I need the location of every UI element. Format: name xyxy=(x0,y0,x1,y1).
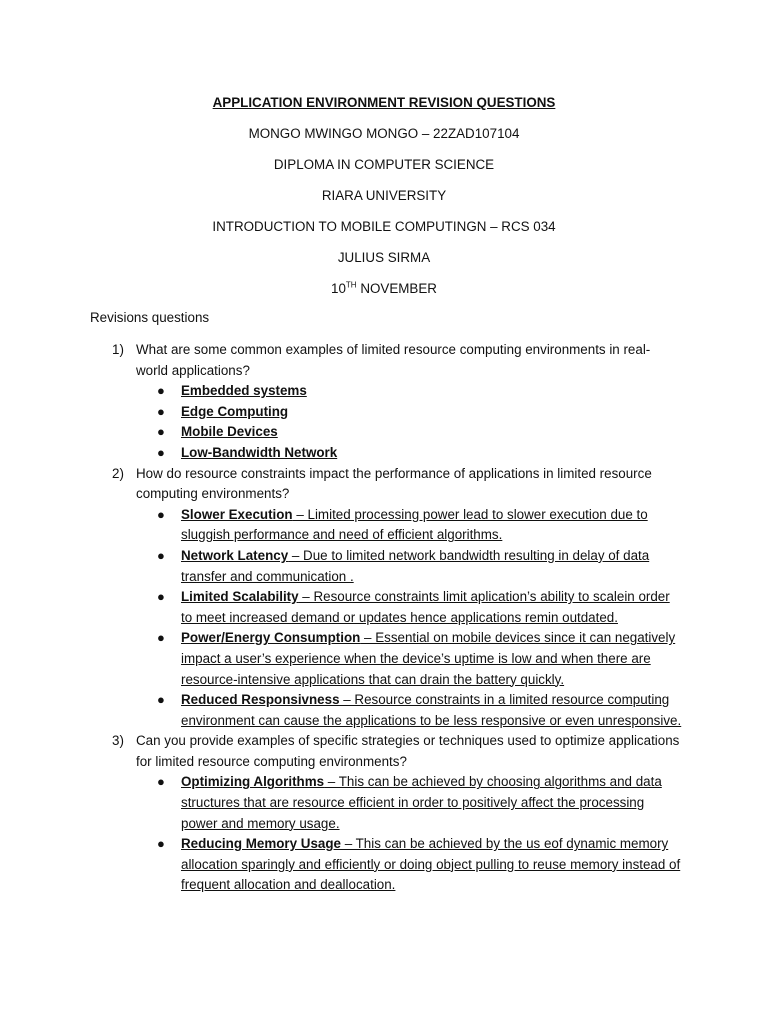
program-line: DIPLOMA IN COMPUTER SCIENCE xyxy=(273,157,495,172)
bullet-icon: ● xyxy=(157,547,165,563)
question-item xyxy=(112,340,682,464)
answer-title: Embedded systems xyxy=(181,383,307,399)
document-header xyxy=(0,94,768,311)
answer-text xyxy=(181,383,307,398)
answer-text xyxy=(181,445,337,460)
answer-text xyxy=(181,589,670,625)
question-text: What are some common examples of limited resource computing environments in real-world applications? xyxy=(136,342,651,378)
date-superscript: TH xyxy=(345,280,357,290)
answer-item xyxy=(136,772,682,834)
answer-title: Network Latency xyxy=(181,547,289,563)
bullet-icon: ● xyxy=(157,424,165,440)
answer-description: – Due to limited network bandwidth resulting in delay of data transfer and communication . xyxy=(181,547,650,584)
author-line: MONGO MWINGO MONGO – 22ZAD107104 xyxy=(248,126,520,141)
answer-item xyxy=(136,587,682,628)
answer-text xyxy=(181,507,648,543)
answer-title: Reduced Responsivness xyxy=(181,692,340,708)
bullet-icon: ● xyxy=(157,589,165,605)
bullet-icon: ● xyxy=(157,383,165,399)
answer-title: Low-Bandwidth Network xyxy=(181,444,338,460)
answer-text xyxy=(181,692,681,728)
answer-item xyxy=(136,546,682,587)
answer-title: Slower Execution xyxy=(181,506,293,522)
answer-title: Power/Energy Consumption xyxy=(181,630,361,646)
date-month: NOVEMBER xyxy=(360,281,437,296)
answer-title: Reducing Memory Usage xyxy=(181,836,341,852)
answer-list xyxy=(136,772,682,896)
answer-description: – This can be achieved by choosing algorithms and data structures that are resource efficient in order to positively affect the processing power and memory usage. xyxy=(181,774,662,831)
question-item xyxy=(112,731,682,896)
answer-text xyxy=(181,836,680,892)
answer-title: Edge Computing xyxy=(181,403,289,419)
bullet-icon: ● xyxy=(157,444,165,460)
lecturer-line: JULIUS SIRMA xyxy=(337,250,431,265)
bullet-icon: ● xyxy=(157,836,165,852)
question-number: 2) xyxy=(112,465,124,481)
question-number: 3) xyxy=(112,733,124,749)
answer-description: – Essential on mobile devices since it can negatively impact a user’s experience when the device’s uptime is low and when there are resource-intensive applications that can drain the battery quickly. xyxy=(181,630,676,687)
question-text: How do resource constraints impact the performance of applications in limited resource computing environments? xyxy=(136,465,652,502)
answer-item xyxy=(136,834,682,896)
answer-text xyxy=(181,774,662,830)
answer-text xyxy=(181,548,649,584)
answer-description: – Resource constraints in a limited resource computing environment can cause the applications to be less responsive or even unresponsive. xyxy=(181,692,682,728)
answer-description: – Limited processing power lead to slower execution due to sluggish performance and need of efficient algorithms. xyxy=(181,506,648,543)
answer-item xyxy=(136,505,682,546)
course-line: INTRODUCTION TO MOBILE COMPUTINGN – RCS 034 xyxy=(212,219,556,234)
bullet-icon: ● xyxy=(157,630,165,646)
date-day: 10 xyxy=(331,281,346,296)
answer-item xyxy=(136,381,682,402)
bullet-icon: ● xyxy=(157,506,165,522)
bullet-icon: ● xyxy=(157,403,165,419)
bullet-icon: ● xyxy=(157,774,165,790)
answer-item xyxy=(136,443,682,464)
question-item xyxy=(112,464,682,732)
university-line: RIARA UNIVERSITY xyxy=(321,188,447,203)
document-title: APPLICATION ENVIRONMENT REVISION QUESTIONS xyxy=(212,95,556,110)
answer-item xyxy=(136,628,682,690)
answer-item xyxy=(136,690,682,731)
question-text: Can you provide examples of specific strategies or techniques used to optimize applications for limited resource computing environments? xyxy=(136,733,680,769)
intro-label: Revisions questions xyxy=(90,310,210,325)
answer-description: – Resource constraints limit aplication’s ability to scalein order to meet increased demand or updates hence applications remin outdated. xyxy=(181,589,670,625)
answer-description: – This can be achieved by the us eof dynamic memory allocation sparingly and efficiently or doing object pulling to reuse memory instead of frequent allocation and deallocation. xyxy=(181,836,681,893)
answer-title: Mobile Devices xyxy=(181,424,278,440)
answer-title: Optimizing Algorithms xyxy=(181,774,325,790)
answer-title: Limited Scalability xyxy=(181,589,299,605)
answer-item xyxy=(136,402,682,423)
question-list xyxy=(112,340,682,896)
answer-text xyxy=(181,404,288,419)
answer-item xyxy=(136,422,682,443)
date-line xyxy=(0,280,768,311)
answer-list xyxy=(136,505,682,732)
bullet-icon: ● xyxy=(157,692,165,708)
answer-list xyxy=(136,381,682,463)
answer-text xyxy=(181,630,675,686)
answer-text xyxy=(181,424,278,439)
question-number: 1) xyxy=(112,342,124,357)
